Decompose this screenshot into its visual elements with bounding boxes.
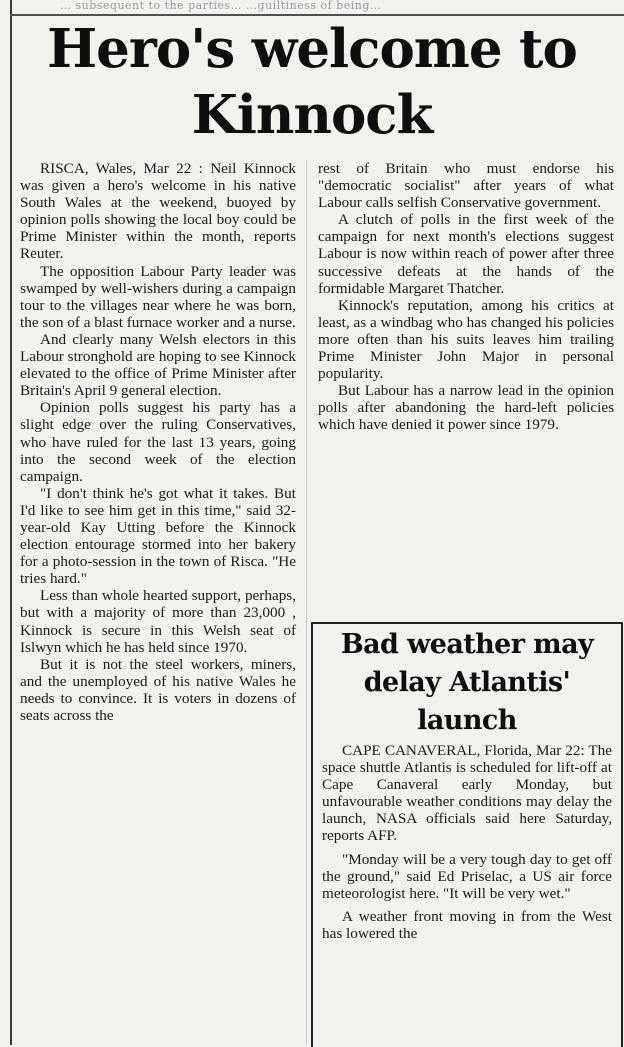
story1-column-1: [20, 160, 296, 724]
story2-paragraph: CAPE CANAVERAL, Florida, Mar 22: The space shuttle Atlantis is scheduled for lift-off at Cape Canaveral early Monday, but unfavourable weather conditions may delay the launch, NASA officials said here Saturday, reports AFP.: [322, 742, 612, 845]
previous-article-fragment: … subsequent to the parties… …guiltiness of being…: [60, 0, 382, 12]
story1-paragraph: The opposition Labour Party leader was swamped by well-wishers during a campaign tour to the villages near where he was born, the son of a blast furnace worker and a nurse.: [20, 262, 296, 331]
story1-paragraph: A clutch of polls in the first week of the campaign for next month's elections suggest Labour is now within reach of power after three successive defeats at the hands of the formidable Margaret Thatcher.: [318, 211, 614, 297]
story1-paragraph: And clearly many Welsh electors in this Labour stronghold are hoping to see Kinnock elevated to the office of Prime Minister after Britain's April 9 general election.: [20, 330, 296, 400]
story1-paragraph-continued: rest of Britain who must endorse his "democratic socialist" after years of what Labour calls selfish Conservative government.: [318, 160, 614, 212]
story1-paragraph: But it is not the steel workers, miners, and the unemployed of his native Wales he needs to convince. It is voters in dozens of seats across the: [20, 655, 296, 724]
main-headline: Hero's welcome to Kinnock: [47, 18, 577, 146]
column-gutter: [306, 160, 307, 1045]
story1-paragraph: Opinion polls suggest his party has a slight edge over the ruling Conservatives, who have ruled for the last 13 years, going into the second week of the election campaign.: [20, 399, 296, 485]
story1-paragraph: Less than whole hearted support, perhaps, but with a majority of more than 23,000 , Kinnock is secure in this Welsh seat of Islwyn which he has held since 1970.: [20, 587, 296, 656]
story1-paragraph: But Labour has a narrow lead in the opinion polls after abandoning the hard-left policies which have denied it power since 1979.: [318, 382, 614, 434]
story1-column-2: [318, 160, 614, 434]
story1-paragraph: [20, 160, 296, 263]
story2-column: [322, 742, 612, 948]
story1-paragraph: Kinnock's reputation, among his critics at least, as a windbag who has changed his policies more often than his suits leaves him trailing Prime Minister John Major in personal popularity.: [318, 296, 614, 383]
story1-lead-text: Neil Kinnock was given a hero's welcome in his native South Wales at the weekend, buoyed by opinion polls showing the local boy could be Prime Minister within the month, reports Reuter.: [20, 160, 296, 263]
story1-dateline: RISCA, Wales, Mar 22 :: [40, 160, 203, 177]
left-column-rule: [10, 0, 12, 1045]
story2-headline: Bad weather may delay Atlantis' launch: [340, 629, 594, 736]
story1-paragraph: "I don't think he's got what it takes. But I'd like to see him get in this time," said 32-year-old Kay Utting before the Kinnock election entourage stormed into her bakery for a photo-session in the town of Risca. "He tries hard.": [20, 484, 296, 588]
story2-paragraph: "Monday will be a very tough day to get off the ground," said Ed Priselac, a US air force meteorologist here. "It will be very wet.": [322, 850, 612, 902]
story2-paragraph: A weather front moving in from the West has lowered the: [322, 907, 612, 942]
